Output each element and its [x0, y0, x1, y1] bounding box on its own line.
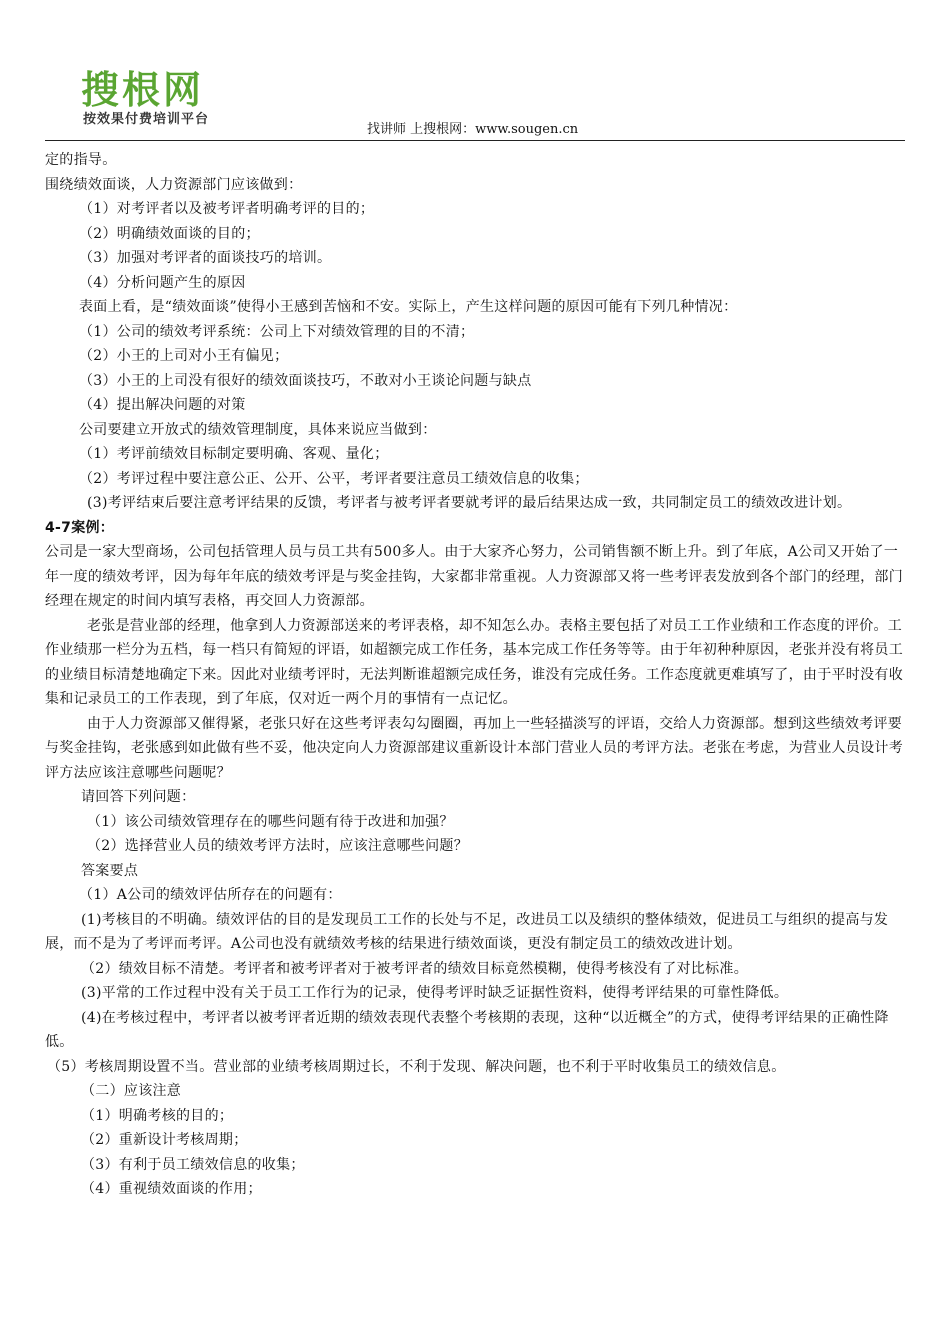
header-website-link[interactable]: 找讲师 上搜根网：www.sougen.cn [367, 122, 579, 137]
text-paragraph: （3）加强对考评者的面谈技巧的培训。 [79, 250, 332, 266]
page-header [45, 68, 905, 142]
text-paragraph: （1）考评前绩效目标制定要明确、客观、量化； [79, 446, 389, 462]
text-paragraph: 公司是一家大型商场，公司包括管理人员与员工共有500多人。由于大家齐心努力，公司销售额不断上升。到了年底，A公司又开始了一年一度的绩效考评，因为每年年底的绩效考评是与奖金挂钩，大家都非常重视。人力资源部又将一些考评表发放到各个部门的经理，部门经理在规定的时间内填写表格，再交回人力资源部。 [45, 544, 903, 609]
text-paragraph: （二）应该注意 [81, 1083, 182, 1099]
text-paragraph: （2）重新设计考核周期； [81, 1132, 248, 1148]
text-paragraph: 答案要点 [81, 862, 139, 879]
text-paragraph: （2）小王的上司对小王有偏见； [79, 348, 289, 364]
text-paragraph: （3）小王的上司没有很好的绩效面谈技巧，不敢对小王谈论问题与缺点 [79, 372, 532, 389]
text-paragraph: 定的指导。 [45, 152, 117, 168]
text-paragraph: 公司要建立开放式的绩效管理制度，具体来说应当做到： [79, 421, 437, 438]
sougen-logo [81, 68, 209, 128]
text-paragraph: （1）明确考核的目的； [81, 1107, 234, 1124]
text-paragraph: （2）选择营业人员的绩效考评方法时，应该注意哪些问题？ [87, 838, 469, 854]
text-paragraph: （1）公司的绩效考评系统：公司上下对绩效管理的目的不清； [79, 323, 475, 340]
text-paragraph: （2）考评过程中要注意公正、公开、公平，考评者要注意员工绩效信息的收集； [79, 470, 589, 487]
text-paragraph: 表面上看，是“绩效面谈”使得小王感到苦恼和不安。实际上，产生这样问题的原因可能有下列几种情况： [79, 299, 738, 315]
text-paragraph: (3)考评结束后要注意考评结果的反馈，考评者与被考评者要就考评的最后结果达成一致，共同制定员工的绩效改进计划。 [87, 495, 852, 511]
text-paragraph: 老张是营业部的经理，他拿到人力资源部送来的考评表格，却不知怎么办。表格主要包括了对员工工作业绩和工作态度的评价。工作业绩那一栏分为五档，每一档只有简短的评语，如超额完成工作任务，基本完成工作任务等等。由于年初种种原因，老张并没有将员工的业绩目标清楚地确定下来。因此对业绩考评时，无法判断谁超额完成任务，谁没有完成任务。工作态度就更难填写了，由于平时没有收集和记录员工的工作表现，到了年底，仅对近一两个月的事情有一点记忆。 [45, 617, 903, 707]
logo-slogan: 按效果付费培训平台 [83, 112, 210, 127]
text-paragraph: （3）有利于员工绩效信息的收集； [81, 1156, 305, 1173]
text-paragraph: (4)在考核过程中，考评者以被考评者近期的绩效表现代表整个考核期的表现，这种“以近概全”的方式，使得考评结果的正确性降低。 [45, 1009, 889, 1050]
text-paragraph: （1）A公司的绩效评估所存在的问题有： [79, 887, 342, 903]
text-paragraph: （4）分析问题产生的原因 [79, 274, 246, 291]
text-paragraph: 请回答下列问题： [81, 789, 196, 805]
header-divider [45, 140, 905, 141]
text-paragraph: 围绕绩效面谈，人力资源部门应该做到： [45, 176, 303, 193]
text-paragraph: （4）提出解决问题的对策 [79, 397, 246, 413]
text-paragraph: （2）绩效目标不清楚。考评者和被考评者对于被考评者的绩效目标竟然模糊，使得考核没有了对比标准。 [81, 960, 749, 977]
text-paragraph: (3)平常的工作过程中没有关于员工工作行为的记录，使得考评时缺乏证据性资料，使得考评结果的可靠性降低。 [81, 985, 789, 1001]
text-paragraph: （2）明确绩效面谈的目的； [79, 225, 260, 242]
section-heading: 4-7案例： [45, 519, 115, 536]
text-paragraph: （1）对考评者以及被考评者明确考评的目的； [79, 201, 375, 217]
text-paragraph: （4）重视绩效面谈的作用； [81, 1181, 262, 1197]
text-paragraph: (1)考核目的不明确。绩效评估的目的是发现员工工作的长处与不足，改进员工以及绩织的整体绩效，促进员工与组织的提高与发展，而不是为了考评而考评。A公司也没有就绩效考核的结果进行绩效面谈，更没有制定员工的绩效改进计划。 [45, 911, 889, 952]
text-paragraph: （5）考核周期设置不当。营业部的业绩考核周期过长，不利于发现、解决问题，也不利于平时收集员工的绩效信息。 [47, 1058, 786, 1075]
document-body [45, 148, 907, 1202]
text-paragraph: 由于人力资源部又催得紧，老张只好在这些考评表勾勾圈圈，再加上一些轻描淡写的评语，交给人力资源部。想到这些绩效考评要与奖金挂钩，老张感到如此做有些不妥，他决定向人力资源部建议重新设计本部门营业人员的考评方法。老张在考虑，为营业人员设计考评方法应该注意哪些问题呢？ [45, 715, 903, 781]
logo-title: 搜根网 [81, 68, 205, 112]
text-paragraph: （1）该公司绩效管理存在的哪些问题有待于改进和加强？ [87, 813, 454, 830]
